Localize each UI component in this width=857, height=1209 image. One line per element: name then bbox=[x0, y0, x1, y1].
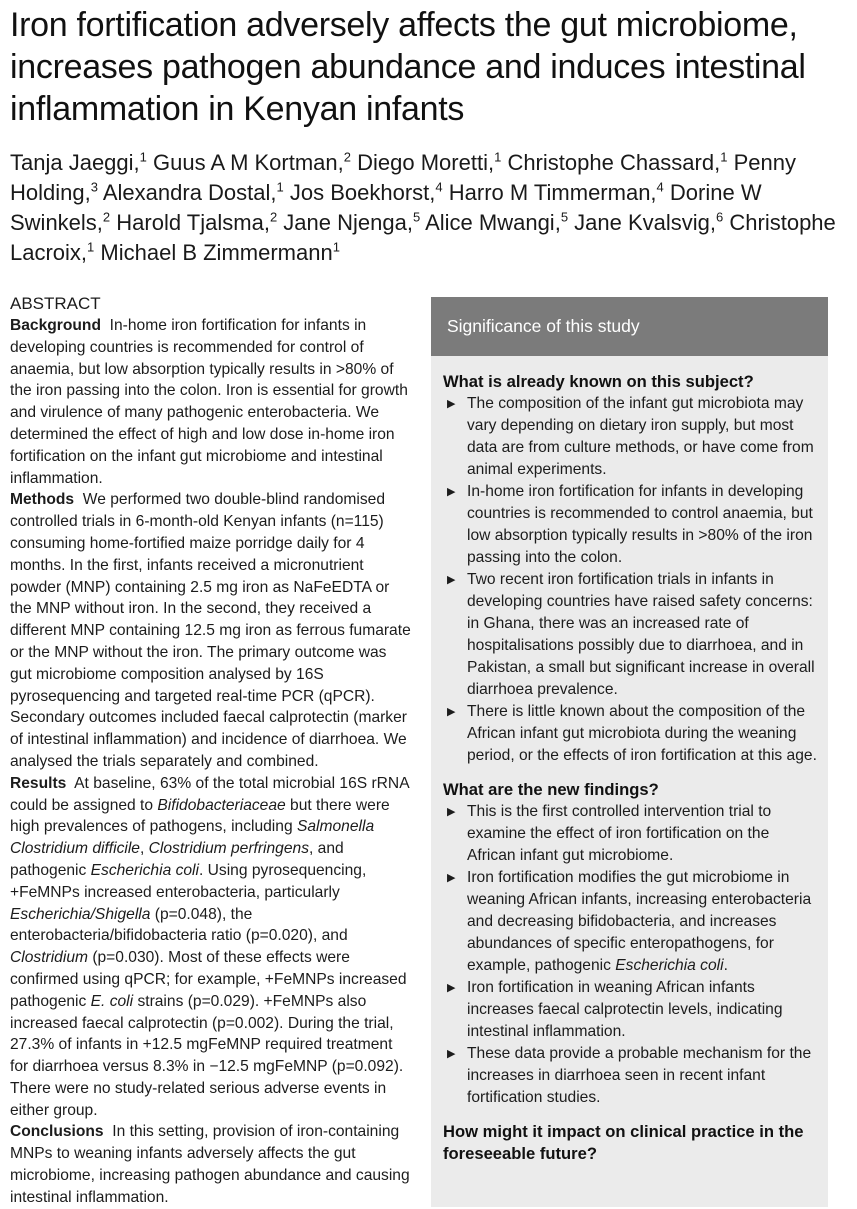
abstract bbox=[10, 292, 412, 1209]
significance-header: Significance of this study bbox=[431, 297, 828, 356]
results-taxon: Escherichia coli bbox=[90, 861, 199, 879]
author-affiliation: 4 bbox=[656, 179, 664, 195]
author-affiliation: 1 bbox=[332, 239, 340, 255]
results-text: but there were high prevalences of pathogens, including bbox=[10, 796, 390, 836]
author-name: Michael B Zimmermann bbox=[100, 240, 333, 265]
list-item bbox=[443, 801, 818, 867]
list-item-text: In-home iron fortification for infants in developing countries is recommended to control anaemia, but low absorption typically results in >80% of the iron passing into the colon. bbox=[467, 483, 813, 566]
abstract-methods bbox=[10, 489, 412, 772]
list-item-text: Iron fortification modifies the gut microbiome in weaning African infants, increasing enterobacteria and decreasing bifidobacteria, and increases abundances of specific enteropathogens, for example, pathogenic bbox=[467, 869, 812, 974]
author bbox=[283, 210, 420, 235]
author bbox=[116, 210, 277, 235]
new-findings-list bbox=[443, 801, 818, 1109]
conclusions-text: In this setting, provision of iron-containing MNPs to weaning infants adversely affects the gut microbiome, increasing pathogen abundance and causing intestinal inflammation. bbox=[10, 1123, 410, 1206]
author bbox=[290, 180, 443, 205]
results-taxon: Clostridium perfringens bbox=[148, 840, 309, 858]
author-name: Christophe Lacroix, bbox=[10, 210, 836, 265]
triangle-bullet-icon: ▶ bbox=[447, 872, 456, 884]
triangle-bullet-icon: ▶ bbox=[447, 806, 456, 818]
author bbox=[103, 180, 284, 205]
author bbox=[153, 150, 351, 175]
author-name: Penny Holding, bbox=[10, 150, 796, 205]
significance-body bbox=[431, 356, 828, 1165]
author-affiliation: 2 bbox=[102, 209, 111, 225]
list-item-text: This is the first controlled intervention trial to examine the effect of iron fortification on the African infant gut microbiome. bbox=[467, 803, 772, 864]
methods-label: Methods bbox=[10, 491, 75, 509]
list-item-text: Two recent iron fortification trials in infants in developing countries have raised safety concerns: in Ghana, there was an increased rate of hospitalisations possibly due to diarrhoea, and in Pakistan, a small but significant increase in overall diarrhoea prevalence. bbox=[467, 571, 815, 698]
list-item-text: Iron fortification in weaning African infants increases faecal calprotectin levels, indicating intestinal inflammation. bbox=[467, 979, 783, 1040]
list-item bbox=[443, 977, 818, 1043]
list-item-taxon: Escherichia coli bbox=[615, 957, 724, 974]
author-name: Jos Boekhorst, bbox=[289, 180, 436, 205]
author-name: Alexandra Dostal, bbox=[102, 180, 277, 205]
author-affiliation: 1 bbox=[720, 149, 728, 165]
author bbox=[425, 210, 568, 235]
author bbox=[507, 150, 727, 175]
abstract-results bbox=[10, 773, 412, 1122]
significance-box bbox=[431, 297, 828, 1207]
results-text: At baseline, 63% of the total microbial 16S rRNA could be assigned to bbox=[10, 774, 409, 814]
results-taxon: Bifidobacteriaceae bbox=[157, 796, 286, 814]
author bbox=[574, 210, 723, 235]
results-text: (p=0.030). Most of these effects were confirmed using qPCR; for example, +FeMNPs increased pathogenic bbox=[10, 949, 407, 1010]
results-label: Results bbox=[10, 774, 67, 792]
results-text: (p=0.048), the enterobacteria/bifidobacteria ratio (p=0.020), and bbox=[10, 905, 348, 945]
author-affiliation: 3 bbox=[90, 179, 98, 195]
triangle-bullet-icon: ▶ bbox=[447, 398, 456, 410]
author-affiliation: 5 bbox=[560, 209, 569, 225]
known-list bbox=[443, 393, 818, 767]
list-item bbox=[443, 701, 818, 767]
author-name: Christophe Chassard, bbox=[507, 150, 721, 175]
author-affiliation: 1 bbox=[494, 149, 502, 165]
list-item bbox=[443, 569, 818, 701]
results-taxon: Salmonella Clostridium difficile bbox=[10, 818, 375, 858]
author-affiliation: 5 bbox=[412, 209, 421, 225]
author-name: Dorine W Swinkels, bbox=[10, 180, 762, 235]
author-affiliation: 1 bbox=[139, 149, 147, 165]
author-name: Tanja Jaeggi, bbox=[10, 150, 140, 175]
author-name: Jane Kvalsvig, bbox=[574, 210, 717, 235]
abstract-background bbox=[10, 315, 412, 489]
triangle-bullet-icon: ▶ bbox=[447, 574, 456, 586]
author bbox=[10, 150, 147, 175]
list-item-text: These data provide a probable mechanism for the increases in diarrhoea seen in recent infant fortification studies. bbox=[467, 1045, 812, 1106]
author bbox=[357, 150, 501, 175]
triangle-bullet-icon: ▶ bbox=[447, 706, 456, 718]
results-text: , and pathogenic bbox=[10, 840, 344, 879]
author-affiliation: 1 bbox=[276, 179, 284, 195]
author bbox=[100, 240, 340, 265]
results-text: strains (p=0.029). +FeMNPs also increased faecal calprotectin (p=0.002). During the trial, 27.3% of infants in +12.5 mgFeMNP required treatment for diarrhoea versus 8.3% in −12.5 mgFeMNP (p=0.092). There were no study-related serious adverse events in either group. bbox=[10, 992, 404, 1119]
author-name: Alice Mwangi, bbox=[425, 210, 561, 235]
methods-text: We performed two double-blind randomised controlled trials in 6-month-old Kenyan infants (n=115) consuming home-fortified maize porridge daily for 4 months. In the first, infants received a micronutrient powder (MNP) containing 2.5 mg iron as NaFeEDTA or the MNP without iron. In the second, they received a different MNP containing 12.5 mg iron as ferrous fumarate or the MNP without the iron. The primary outcome was gut microbiome composition analysed by 16S pyrosequencing and targeted real-time PCR (qPCR). Secondary outcomes included faecal calprotectin (marker of intestinal inflammation) and incidence of diarrhoea. We analysed the trials separately and combined. bbox=[10, 491, 411, 770]
results-text: . Using pyrosequencing, +FeMNPs increased enterobacteria, particularly bbox=[10, 861, 367, 901]
abstract-heading: ABSTRACT bbox=[10, 294, 101, 313]
impact-heading: How might it impact on clinical practice in the foreseeable future? bbox=[443, 1122, 804, 1163]
author-affiliation: 2 bbox=[343, 149, 351, 165]
triangle-bullet-icon: ▶ bbox=[447, 982, 456, 994]
results-taxon: Escherichia/Shigella bbox=[10, 905, 151, 923]
author-name: Guus A M Kortman, bbox=[153, 150, 344, 175]
author-affiliation: 6 bbox=[716, 209, 724, 225]
conclusions-label: Conclusions bbox=[10, 1123, 104, 1141]
new-findings-heading: What are the new findings? bbox=[443, 780, 659, 799]
list-item-text: The composition of the infant gut microbiota may vary depending on dietary iron supply, but most data are from culture methods, or have come from animal experiments. bbox=[467, 395, 814, 478]
results-taxon: E. coli bbox=[90, 992, 134, 1010]
author-name: Jane Njenga, bbox=[283, 210, 413, 235]
triangle-bullet-icon: ▶ bbox=[447, 486, 456, 498]
list-item-text: . bbox=[723, 957, 728, 974]
list-item-text: There is little known about the composition of the African infant gut microbiota during the weaning period, or the effects of iron fortification at this age. bbox=[467, 703, 817, 764]
list-item bbox=[443, 867, 818, 977]
list-item bbox=[443, 393, 818, 481]
list-item bbox=[443, 481, 818, 569]
author-affiliation: 2 bbox=[269, 209, 278, 225]
article-title: Iron fortification adversely affects the gut microbiome, increases pathogen abundance and induces intestinal inflammation in Kenyan infants bbox=[10, 6, 806, 128]
author-affiliation: 4 bbox=[435, 179, 443, 195]
author bbox=[449, 180, 664, 205]
results-text: , bbox=[139, 840, 149, 858]
author-list bbox=[10, 148, 850, 268]
abstract-conclusions bbox=[10, 1121, 412, 1208]
author-affiliation: 1 bbox=[87, 239, 95, 255]
known-heading: What is already known on this subject? bbox=[443, 372, 754, 391]
results-taxon: Clostridium bbox=[10, 949, 88, 967]
list-item bbox=[443, 1043, 818, 1109]
background-text: In-home iron fortification for infants in developing countries is recommended for control of anaemia, but low absorption typically results in >80% of the iron passing into the colon. Iron is essential for growth and virulence of many pathogenic enterobacteria. We determined the effect of high and low dose in-home iron fortification on the infant gut microbiome and intestinal inflammation. bbox=[10, 317, 408, 487]
triangle-bullet-icon: ▶ bbox=[447, 1048, 456, 1060]
background-label: Background bbox=[10, 317, 101, 334]
author-name: Harro M Timmerman, bbox=[448, 180, 657, 205]
author-name: Diego Moretti, bbox=[357, 150, 495, 175]
author-name: Harold Tjalsma, bbox=[116, 210, 270, 235]
